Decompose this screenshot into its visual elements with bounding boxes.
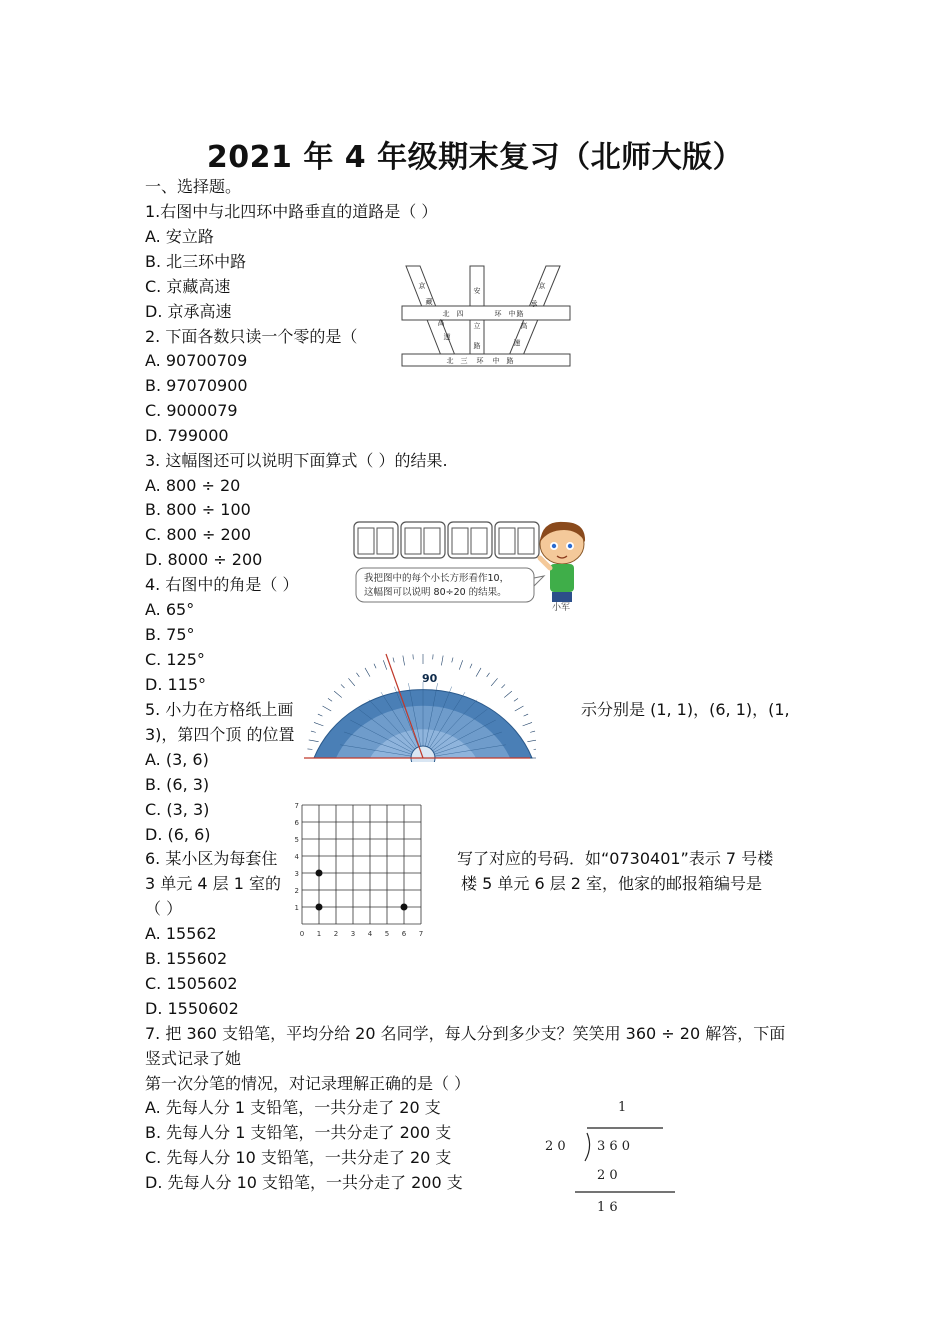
division-dividend: 3 6 0 [597, 1139, 631, 1154]
map-label: 环 [494, 310, 502, 318]
protractor-tick [374, 664, 376, 669]
protractor-tick [459, 660, 462, 669]
q2-option-d: D. 799000 [145, 426, 229, 445]
grid-x-tick-label: 5 [384, 930, 390, 938]
grid-point [401, 904, 408, 911]
grid-y-tick-label: 3 [294, 870, 299, 878]
map-label: 路 [473, 342, 481, 350]
q1-option-d: D. 京承高速 [145, 302, 232, 321]
grid-y-tick-label: 6 [294, 819, 299, 827]
q5-stem-left: 5. 小力在方格纸上画 [145, 700, 294, 719]
protractor-tick [314, 722, 323, 725]
map-label: 四 [456, 310, 464, 318]
protractor-tick [487, 673, 490, 677]
q7-option-c: C. 先每人分 10 支铅笔，一共分走了 20 支 [145, 1148, 452, 1167]
map-label: 路 [516, 310, 524, 318]
map-label: 京 [538, 282, 546, 290]
q2-option-a: A. 90700709 [145, 351, 248, 370]
protractor-tick [356, 673, 359, 677]
protractor-tick [393, 658, 394, 663]
protractor-figure [300, 650, 536, 762]
q2-option-c: C. 9000079 [145, 401, 238, 420]
grid-x-tick-label: 1 [316, 930, 322, 938]
division-quotient: 1 [618, 1100, 627, 1115]
protractor-tick [515, 706, 524, 711]
q6-option-d: D. 1550602 [145, 999, 239, 1018]
division-remainder: 1 6 [597, 1200, 618, 1215]
q3-option-b: B. 800 ÷ 100 [145, 500, 251, 519]
q5-option-d: D. (6, 6) [145, 825, 211, 844]
protractor-tick [334, 691, 342, 697]
q6-option-b: B. 155602 [145, 949, 228, 968]
protractor-tick [524, 714, 529, 716]
grid-y-tick-label: 4 [294, 853, 299, 861]
map-label: 立 [473, 322, 481, 330]
protractor-tick [523, 722, 532, 725]
grid-point [316, 904, 323, 911]
map-label: 高 [520, 322, 528, 330]
rectangles-figure [352, 518, 592, 614]
grid-y-tick-label: 5 [294, 836, 299, 844]
protractor-tick [501, 684, 505, 688]
protractor-tick [441, 656, 443, 666]
protractor-tick [452, 658, 453, 663]
q4-stem: 4. 右图中的角是（ ） [145, 575, 299, 594]
q5-option-b: B. (6, 3) [145, 775, 210, 794]
map-label: 中 [508, 310, 516, 318]
long-division-figure [535, 1095, 685, 1220]
grid-y-tick-label: 7 [294, 802, 299, 810]
bubble-line-2: 这幅图可以说明 80÷20 的结果。 [364, 587, 507, 598]
q6-stem-right: 写了对应的号码．如“0730401”表示 7 号楼 [457, 849, 774, 868]
protractor-tick [323, 706, 332, 711]
map-label: 安 [473, 287, 481, 295]
road-map-figure [400, 262, 572, 370]
protractor-tick [341, 684, 345, 688]
q7-option-b: B. 先每人分 1 支铅笔，一共分走了 200 支 [145, 1123, 452, 1142]
map-label: 高 [437, 319, 445, 327]
q1-option-b: B. 北三环中路 [145, 252, 247, 271]
grid-x-tick-label: 4 [367, 930, 373, 938]
section-heading: 一、选择题。 [145, 177, 242, 196]
protractor-tick [383, 660, 386, 669]
protractor-90-label: 90 [422, 672, 438, 685]
map-label: 承 [530, 300, 538, 308]
protractor-tick [311, 731, 316, 732]
q1-option-c: C. 京藏高速 [145, 277, 231, 296]
protractor-tick [491, 678, 497, 686]
map-label: 速 [513, 339, 521, 347]
boy-icon [540, 522, 585, 602]
protractor-tick [403, 656, 405, 666]
q3-stem: 3. 这幅图还可以说明下面算式（ ）的结果. [145, 451, 448, 470]
grid-point [316, 870, 323, 877]
q3-option-d: D. 8000 ÷ 200 [145, 550, 263, 569]
protractor-tick [365, 668, 370, 677]
q4-option-b: B. 75° [145, 625, 195, 644]
q1-stem: 1.右图中与北四环中路垂直的道路是（ ） [145, 202, 438, 221]
map-label: 北 [446, 357, 454, 365]
q7-stem-line1: 7. 把 360 支铅笔，平均分给 20 名同学，每人分到多少支？笑笑用 360 ÷ 20 解答，下面 [145, 1024, 786, 1043]
grid-figure [290, 800, 430, 942]
grid-x-tick-label: 6 [401, 930, 407, 938]
map-label: 京 [418, 282, 426, 290]
division-divisor: 2 0 [545, 1139, 566, 1154]
q7-stem-line3: 第一次分笔的情况，对记录理解正确的是（ ） [145, 1074, 471, 1093]
grid-y-tick-label: 2 [294, 887, 299, 895]
q5-stem-line2: 3)，第四个顶 的位置 [145, 725, 295, 744]
q2-option-b: B. 97070900 [145, 376, 248, 395]
map-label: 中 [492, 357, 500, 365]
q5-option-c: C. (3, 3) [145, 800, 210, 819]
protractor-tick [348, 678, 354, 686]
grid-x-tick-label: 3 [350, 930, 356, 938]
protractor-tick [318, 714, 323, 716]
map-label: 环 [476, 357, 484, 365]
q6-option-c: C. 1505602 [145, 974, 238, 993]
q6-line2-right: 楼 5 单元 6 层 2 室，他家的邮报箱编号是 [461, 874, 763, 893]
protractor-tick [470, 664, 472, 669]
q5-stem-right: 示分别是 (1, 1)，(6, 1)，(1, [581, 700, 790, 719]
bubble-line-1: 我把图中的每个小长方形看作10， [364, 573, 510, 584]
q7-stem-line2: 竖式记录了她 [145, 1049, 242, 1068]
page-title: 2021 年 4 年级期末复习（北师大版） [206, 140, 744, 175]
map-label: 速 [443, 333, 451, 341]
q6-option-a: A. 15562 [145, 924, 217, 943]
q6-line2-left: 3 单元 4 层 1 室的 [145, 874, 281, 893]
q6-stem-left: 6. 某小区为每套住 [145, 849, 278, 868]
q2-stem: 2. 下面各数只读一个零的是（ [145, 327, 358, 346]
map-label: 藏 [425, 298, 433, 306]
grid-y-tick-label: 1 [294, 904, 299, 912]
map-label: 北 [442, 310, 450, 318]
protractor-tick [476, 668, 481, 677]
character-name: 小军 [552, 603, 571, 613]
q3-option-c: C. 800 ÷ 200 [145, 525, 251, 544]
q7-option-a: A. 先每人分 1 支铅笔，一共分走了 20 支 [145, 1098, 441, 1117]
q4-option-a: A. 65° [145, 600, 195, 619]
q4-option-d: D. 115° [145, 675, 207, 694]
map-label: 三 [460, 357, 468, 365]
protractor-tick [504, 691, 512, 697]
q7-option-d: D. 先每人分 10 支铅笔，一共分走了 200 支 [145, 1173, 463, 1192]
division-product: 2 0 [597, 1168, 618, 1183]
q3-option-a: A. 800 ÷ 20 [145, 476, 241, 495]
q5-option-a: A. (3, 6) [145, 750, 209, 769]
grid-x-tick-label: 2 [333, 930, 339, 938]
grid-x-tick-label: 7 [418, 930, 424, 938]
protractor-tick [514, 698, 518, 701]
map-label: 路 [506, 357, 514, 365]
protractor-tick [527, 740, 536, 742]
protractor-tick [530, 731, 535, 732]
protractor-tick [309, 740, 319, 742]
q4-option-c: C. 125° [145, 650, 205, 669]
protractor-tick [328, 698, 332, 701]
q1-option-a: A. 安立路 [145, 227, 214, 246]
q6-line3: （ ） [145, 899, 183, 918]
grid-x-tick-label: 0 [299, 930, 305, 938]
